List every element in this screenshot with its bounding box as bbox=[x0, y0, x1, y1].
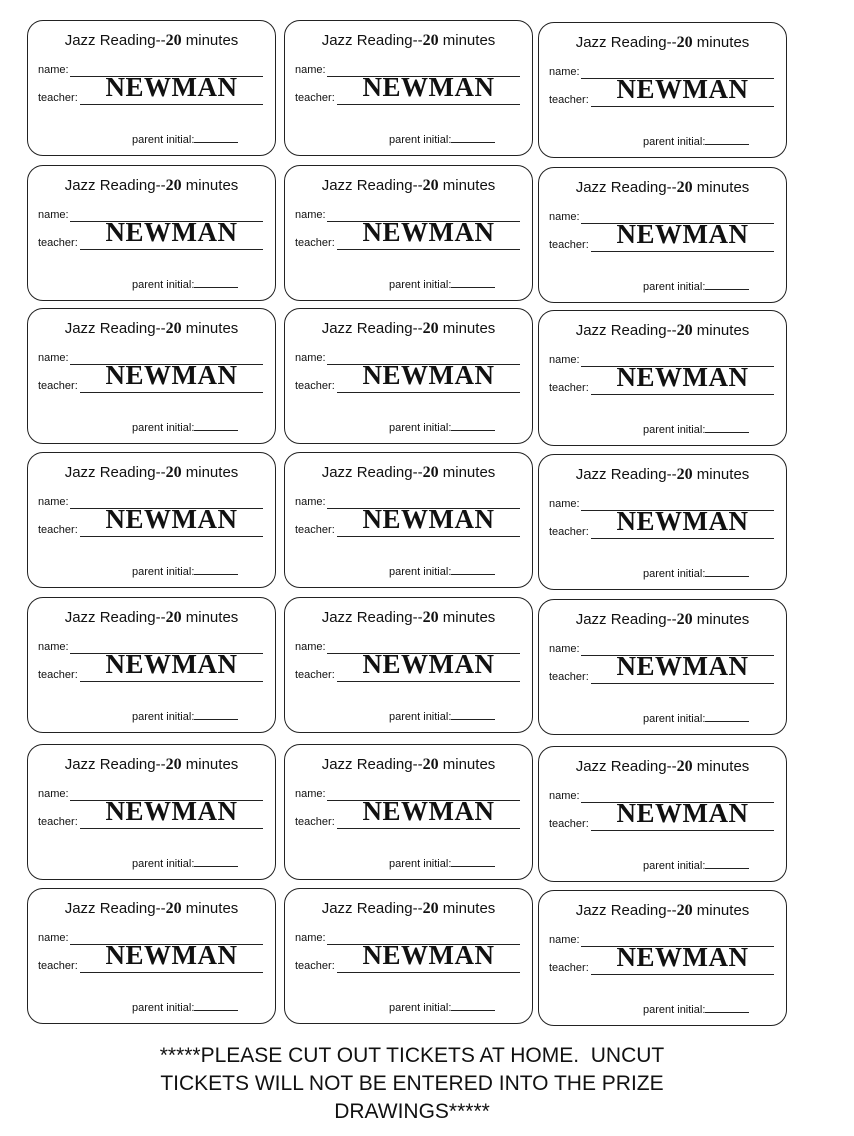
notice-line-2: TICKETS WILL NOT BE ENTERED INTO THE PRIZE bbox=[160, 1072, 664, 1095]
ticket-title-prefix: Jazz Reading-- bbox=[64, 609, 166, 626]
teacher-name: NEWMAN bbox=[362, 649, 495, 679]
parent-initial-label: parent initial: bbox=[389, 858, 452, 870]
ticket-title bbox=[28, 900, 275, 918]
parent-initial-line bbox=[451, 133, 495, 143]
teacher-name: NEWMAN bbox=[616, 942, 749, 972]
ticket-title-suffix: minutes bbox=[692, 902, 750, 919]
parent-initial-line bbox=[705, 859, 749, 869]
teacher-label: teacher: bbox=[38, 816, 78, 828]
ticket-title-minutes: 20 bbox=[676, 466, 693, 483]
teacher-label: teacher: bbox=[549, 382, 589, 394]
teacher-label: teacher: bbox=[549, 526, 589, 538]
name-label: name: bbox=[38, 496, 69, 508]
parent-initial-label: parent initial: bbox=[389, 711, 452, 723]
parent-initial-line bbox=[451, 1001, 495, 1011]
ticket-title-suffix: minutes bbox=[438, 756, 496, 773]
parent-initial bbox=[389, 1001, 495, 1014]
ticket-title bbox=[539, 322, 786, 340]
ticket-title bbox=[28, 609, 275, 627]
teacher-label: teacher: bbox=[38, 524, 78, 536]
parent-initial bbox=[389, 857, 495, 870]
teacher-label: teacher: bbox=[38, 669, 78, 681]
parent-initial bbox=[389, 565, 495, 578]
reading-ticket bbox=[27, 597, 276, 733]
name-label: name: bbox=[295, 496, 326, 508]
teacher-label: teacher: bbox=[295, 524, 335, 536]
reading-ticket bbox=[27, 744, 276, 880]
teacher-label: teacher: bbox=[38, 237, 78, 249]
ticket-title bbox=[539, 611, 786, 629]
reading-ticket bbox=[284, 165, 533, 301]
teacher-label: teacher: bbox=[549, 94, 589, 106]
ticket-title-prefix: Jazz Reading-- bbox=[64, 320, 166, 337]
teacher-name: NEWMAN bbox=[362, 940, 495, 970]
ticket-title-suffix: minutes bbox=[181, 32, 239, 49]
parent-initial-label: parent initial: bbox=[132, 566, 195, 578]
parent-initial-label: parent initial: bbox=[643, 568, 706, 580]
parent-initial-label: parent initial: bbox=[643, 1004, 706, 1016]
ticket-title-prefix: Jazz Reading-- bbox=[575, 758, 677, 775]
teacher-line bbox=[80, 392, 263, 393]
parent-initial-label: parent initial: bbox=[132, 134, 195, 146]
teacher-name: NEWMAN bbox=[105, 72, 238, 102]
ticket-title-minutes: 20 bbox=[676, 611, 693, 628]
reading-ticket bbox=[284, 308, 533, 444]
teacher-line bbox=[591, 830, 774, 831]
teacher-line bbox=[337, 249, 520, 250]
ticket-title-suffix: minutes bbox=[438, 320, 496, 337]
ticket-title-prefix: Jazz Reading-- bbox=[64, 464, 166, 481]
parent-initial bbox=[132, 133, 238, 146]
parent-initial-label: parent initial: bbox=[132, 858, 195, 870]
parent-initial bbox=[643, 423, 749, 436]
teacher-line bbox=[80, 536, 263, 537]
ticket-title bbox=[285, 32, 532, 50]
parent-initial-line bbox=[451, 710, 495, 720]
ticket-title bbox=[285, 320, 532, 338]
parent-initial-line bbox=[194, 1001, 238, 1011]
parent-initial-label: parent initial: bbox=[643, 424, 706, 436]
parent-initial-label: parent initial: bbox=[389, 134, 452, 146]
parent-initial-line bbox=[705, 1003, 749, 1013]
reading-ticket bbox=[538, 746, 787, 882]
ticket-title-minutes: 20 bbox=[676, 902, 693, 919]
ticket-title-suffix: minutes bbox=[692, 611, 750, 628]
name-label: name: bbox=[549, 66, 580, 78]
ticket-title-prefix: Jazz Reading-- bbox=[64, 32, 166, 49]
parent-initial bbox=[643, 859, 749, 872]
ticket-title-prefix: Jazz Reading-- bbox=[575, 611, 677, 628]
ticket-title-suffix: minutes bbox=[181, 177, 239, 194]
parent-initial-line bbox=[451, 857, 495, 867]
name-label: name: bbox=[549, 643, 580, 655]
ticket-title-prefix: Jazz Reading-- bbox=[575, 466, 677, 483]
parent-initial-line bbox=[451, 565, 495, 575]
ticket-title-prefix: Jazz Reading-- bbox=[321, 464, 423, 481]
ticket-title-minutes: 20 bbox=[422, 609, 439, 626]
teacher-line bbox=[80, 828, 263, 829]
parent-initial bbox=[389, 421, 495, 434]
parent-initial-label: parent initial: bbox=[132, 279, 195, 291]
teacher-name: NEWMAN bbox=[616, 74, 749, 104]
parent-initial bbox=[389, 278, 495, 291]
parent-initial-label: parent initial: bbox=[389, 566, 452, 578]
notice-line-1: *****PLEASE CUT OUT TICKETS AT HOME. UNCUT bbox=[159, 1044, 665, 1067]
teacher-label: teacher: bbox=[295, 960, 335, 972]
ticket-title-prefix: Jazz Reading-- bbox=[64, 900, 166, 917]
teacher-label: teacher: bbox=[549, 818, 589, 830]
ticket-title-minutes: 20 bbox=[165, 32, 182, 49]
parent-initial-line bbox=[194, 133, 238, 143]
ticket-title-prefix: Jazz Reading-- bbox=[575, 322, 677, 339]
ticket-title-minutes: 20 bbox=[422, 177, 439, 194]
ticket-title-minutes: 20 bbox=[422, 464, 439, 481]
reading-ticket bbox=[538, 454, 787, 590]
ticket-title-minutes: 20 bbox=[422, 756, 439, 773]
ticket-title-prefix: Jazz Reading-- bbox=[575, 179, 677, 196]
teacher-name: NEWMAN bbox=[616, 506, 749, 536]
ticket-title bbox=[28, 756, 275, 774]
parent-initial-line bbox=[451, 278, 495, 288]
ticket-title-suffix: minutes bbox=[438, 32, 496, 49]
name-label: name: bbox=[549, 211, 580, 223]
ticket-title bbox=[28, 177, 275, 195]
teacher-name: NEWMAN bbox=[362, 796, 495, 826]
ticket-title bbox=[539, 758, 786, 776]
teacher-line bbox=[591, 538, 774, 539]
name-label: name: bbox=[295, 352, 326, 364]
name-label: name: bbox=[38, 64, 69, 76]
teacher-line bbox=[337, 681, 520, 682]
teacher-name: NEWMAN bbox=[616, 651, 749, 681]
teacher-name: NEWMAN bbox=[105, 940, 238, 970]
teacher-label: teacher: bbox=[295, 816, 335, 828]
parent-initial-line bbox=[194, 421, 238, 431]
teacher-name: NEWMAN bbox=[362, 72, 495, 102]
name-label: name: bbox=[295, 209, 326, 221]
parent-initial-line bbox=[705, 423, 749, 433]
ticket-title-suffix: minutes bbox=[692, 34, 750, 51]
teacher-line bbox=[591, 251, 774, 252]
teacher-name: NEWMAN bbox=[616, 219, 749, 249]
reading-ticket bbox=[27, 20, 276, 156]
parent-initial-label: parent initial: bbox=[643, 860, 706, 872]
ticket-title bbox=[285, 464, 532, 482]
ticket-title-suffix: minutes bbox=[181, 609, 239, 626]
teacher-line bbox=[591, 683, 774, 684]
teacher-label: teacher: bbox=[295, 380, 335, 392]
parent-initial bbox=[389, 133, 495, 146]
name-label: name: bbox=[295, 64, 326, 76]
ticket-title bbox=[285, 756, 532, 774]
ticket-title bbox=[28, 464, 275, 482]
parent-initial-line bbox=[194, 565, 238, 575]
ticket-title-minutes: 20 bbox=[165, 320, 182, 337]
teacher-line bbox=[80, 681, 263, 682]
parent-initial-label: parent initial: bbox=[132, 1002, 195, 1014]
teacher-name: NEWMAN bbox=[616, 798, 749, 828]
parent-initial-label: parent initial: bbox=[389, 1002, 452, 1014]
reading-ticket bbox=[27, 888, 276, 1024]
ticket-title-minutes: 20 bbox=[422, 320, 439, 337]
ticket-title-suffix: minutes bbox=[692, 179, 750, 196]
ticket-title bbox=[28, 32, 275, 50]
parent-initial-line bbox=[705, 712, 749, 722]
reading-ticket bbox=[27, 308, 276, 444]
parent-initial-label: parent initial: bbox=[389, 422, 452, 434]
parent-initial-line bbox=[451, 421, 495, 431]
teacher-name: NEWMAN bbox=[362, 360, 495, 390]
teacher-name: NEWMAN bbox=[105, 796, 238, 826]
ticket-title bbox=[539, 902, 786, 920]
ticket-title-suffix: minutes bbox=[438, 609, 496, 626]
parent-initial bbox=[132, 710, 238, 723]
parent-initial bbox=[643, 1003, 749, 1016]
ticket-title-minutes: 20 bbox=[676, 758, 693, 775]
ticket-title bbox=[285, 900, 532, 918]
parent-initial-label: parent initial: bbox=[389, 279, 452, 291]
parent-initial-line bbox=[194, 278, 238, 288]
reading-ticket bbox=[284, 888, 533, 1024]
ticket-title-prefix: Jazz Reading-- bbox=[321, 32, 423, 49]
teacher-name: NEWMAN bbox=[105, 649, 238, 679]
reading-ticket bbox=[284, 20, 533, 156]
ticket-title-prefix: Jazz Reading-- bbox=[321, 900, 423, 917]
ticket-title-suffix: minutes bbox=[692, 466, 750, 483]
parent-initial bbox=[132, 421, 238, 434]
parent-initial bbox=[643, 135, 749, 148]
parent-initial-line bbox=[705, 135, 749, 145]
ticket-title-prefix: Jazz Reading-- bbox=[321, 756, 423, 773]
notice-line-3: DRAWINGS***** bbox=[334, 1100, 490, 1123]
teacher-line bbox=[337, 104, 520, 105]
reading-ticket bbox=[27, 452, 276, 588]
ticket-title-minutes: 20 bbox=[165, 177, 182, 194]
name-label: name: bbox=[38, 352, 69, 364]
ticket-title-minutes: 20 bbox=[422, 900, 439, 917]
ticket-title-prefix: Jazz Reading-- bbox=[321, 609, 423, 626]
reading-ticket bbox=[538, 22, 787, 158]
teacher-line bbox=[80, 249, 263, 250]
ticket-title-prefix: Jazz Reading-- bbox=[64, 177, 166, 194]
ticket-title-minutes: 20 bbox=[676, 179, 693, 196]
ticket-title-minutes: 20 bbox=[165, 464, 182, 481]
ticket-title-suffix: minutes bbox=[181, 464, 239, 481]
ticket-title-suffix: minutes bbox=[181, 756, 239, 773]
name-label: name: bbox=[38, 932, 69, 944]
parent-initial bbox=[132, 278, 238, 291]
parent-initial-line bbox=[194, 857, 238, 867]
name-label: name: bbox=[38, 788, 69, 800]
parent-initial-label: parent initial: bbox=[643, 136, 706, 148]
teacher-label: teacher: bbox=[295, 237, 335, 249]
ticket-title-suffix: minutes bbox=[692, 758, 750, 775]
parent-initial bbox=[643, 567, 749, 580]
ticket-title bbox=[285, 177, 532, 195]
parent-initial bbox=[132, 565, 238, 578]
teacher-name: NEWMAN bbox=[616, 362, 749, 392]
reading-ticket bbox=[538, 890, 787, 1026]
ticket-title-minutes: 20 bbox=[165, 900, 182, 917]
name-label: name: bbox=[295, 788, 326, 800]
ticket-title bbox=[285, 609, 532, 627]
name-label: name: bbox=[549, 934, 580, 946]
reading-ticket bbox=[538, 599, 787, 735]
teacher-label: teacher: bbox=[549, 962, 589, 974]
ticket-title-minutes: 20 bbox=[165, 609, 182, 626]
parent-initial bbox=[643, 712, 749, 725]
parent-initial-label: parent initial: bbox=[643, 713, 706, 725]
name-label: name: bbox=[549, 498, 580, 510]
cut-out-notice bbox=[120, 1042, 704, 1126]
ticket-title-minutes: 20 bbox=[676, 322, 693, 339]
ticket-title-prefix: Jazz Reading-- bbox=[64, 756, 166, 773]
ticket-title-prefix: Jazz Reading-- bbox=[321, 177, 423, 194]
teacher-name: NEWMAN bbox=[362, 217, 495, 247]
teacher-line bbox=[80, 972, 263, 973]
ticket-title bbox=[539, 179, 786, 197]
name-label: name: bbox=[38, 209, 69, 221]
teacher-line bbox=[337, 392, 520, 393]
teacher-label: teacher: bbox=[295, 669, 335, 681]
teacher-line bbox=[337, 536, 520, 537]
name-label: name: bbox=[549, 790, 580, 802]
ticket-title-minutes: 20 bbox=[676, 34, 693, 51]
ticket-title bbox=[539, 466, 786, 484]
reading-ticket bbox=[538, 310, 787, 446]
parent-initial bbox=[132, 857, 238, 870]
reading-ticket bbox=[284, 744, 533, 880]
parent-initial-line bbox=[705, 567, 749, 577]
ticket-title-suffix: minutes bbox=[181, 320, 239, 337]
name-label: name: bbox=[38, 641, 69, 653]
reading-ticket bbox=[284, 452, 533, 588]
ticket-title-prefix: Jazz Reading-- bbox=[321, 320, 423, 337]
name-label: name: bbox=[295, 932, 326, 944]
ticket-title bbox=[28, 320, 275, 338]
ticket-title-minutes: 20 bbox=[165, 756, 182, 773]
teacher-name: NEWMAN bbox=[105, 360, 238, 390]
ticket-title-suffix: minutes bbox=[438, 464, 496, 481]
ticket-title-minutes: 20 bbox=[422, 32, 439, 49]
teacher-name: NEWMAN bbox=[105, 504, 238, 534]
teacher-line bbox=[591, 106, 774, 107]
parent-initial-label: parent initial: bbox=[132, 422, 195, 434]
teacher-label: teacher: bbox=[38, 92, 78, 104]
name-label: name: bbox=[549, 354, 580, 366]
teacher-line bbox=[80, 104, 263, 105]
teacher-line bbox=[591, 394, 774, 395]
parent-initial-label: parent initial: bbox=[132, 711, 195, 723]
teacher-label: teacher: bbox=[38, 380, 78, 392]
name-label: name: bbox=[295, 641, 326, 653]
ticket-title-prefix: Jazz Reading-- bbox=[575, 902, 677, 919]
parent-initial bbox=[643, 280, 749, 293]
parent-initial-line bbox=[194, 710, 238, 720]
ticket-title-suffix: minutes bbox=[438, 177, 496, 194]
teacher-line bbox=[337, 828, 520, 829]
teacher-label: teacher: bbox=[295, 92, 335, 104]
teacher-name: NEWMAN bbox=[362, 504, 495, 534]
ticket-title-suffix: minutes bbox=[438, 900, 496, 917]
reading-ticket bbox=[538, 167, 787, 303]
parent-initial bbox=[132, 1001, 238, 1014]
reading-ticket bbox=[27, 165, 276, 301]
parent-initial bbox=[389, 710, 495, 723]
teacher-label: teacher: bbox=[38, 960, 78, 972]
teacher-label: teacher: bbox=[549, 671, 589, 683]
teacher-name: NEWMAN bbox=[105, 217, 238, 247]
parent-initial-line bbox=[705, 280, 749, 290]
ticket-title-suffix: minutes bbox=[181, 900, 239, 917]
ticket-title-prefix: Jazz Reading-- bbox=[575, 34, 677, 51]
parent-initial-label: parent initial: bbox=[643, 281, 706, 293]
teacher-label: teacher: bbox=[549, 239, 589, 251]
ticket-title bbox=[539, 34, 786, 52]
ticket-title-suffix: minutes bbox=[692, 322, 750, 339]
teacher-line bbox=[591, 974, 774, 975]
reading-ticket bbox=[284, 597, 533, 733]
teacher-line bbox=[337, 972, 520, 973]
